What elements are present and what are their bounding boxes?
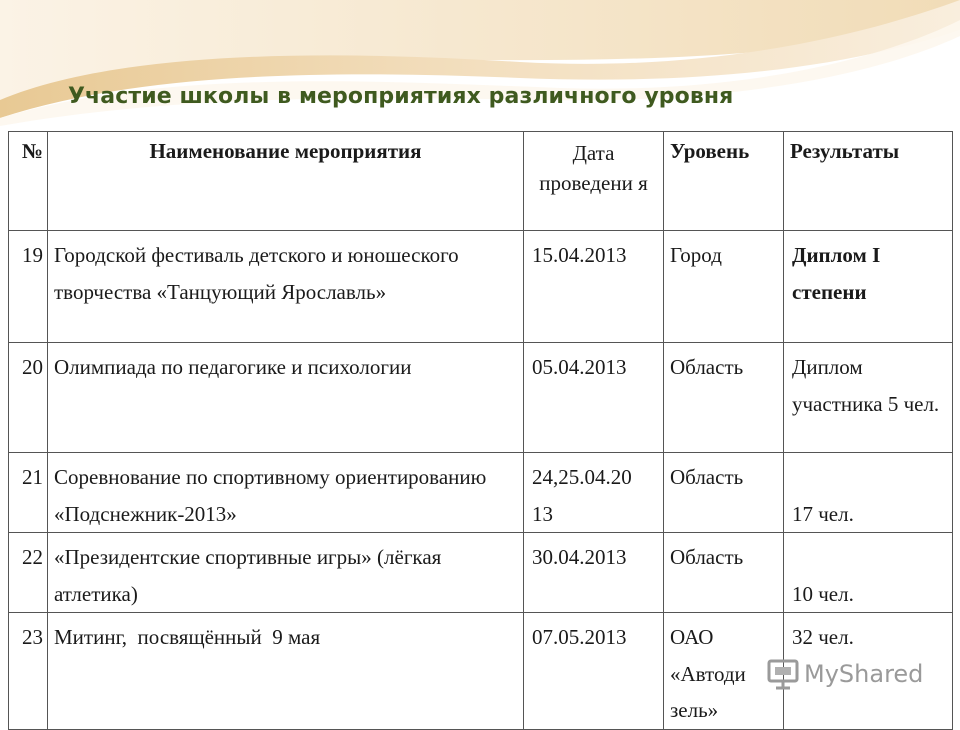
presentation-screen-icon xyxy=(766,658,800,690)
header-decoration xyxy=(0,0,960,130)
row-name: Митинг, посвящённый 9 мая xyxy=(48,613,524,730)
slide-title: Участие школы в мероприятиях различного уровня xyxy=(68,84,734,109)
watermark-brand: MyShared xyxy=(804,660,924,688)
header-name: Наименование мероприятия xyxy=(48,132,524,231)
row-num: 19 xyxy=(9,231,48,343)
header-result: Результаты xyxy=(784,132,953,231)
row-result-cell xyxy=(784,453,953,533)
row-level: ОАО «Автоди зель» xyxy=(664,613,784,730)
row-num: 23 xyxy=(9,613,48,730)
row-date: 07.05.2013 xyxy=(524,613,664,730)
header-level: Уровень xyxy=(664,132,784,231)
row-level: Область xyxy=(664,453,784,533)
table-row xyxy=(9,231,953,343)
row-result-cell xyxy=(784,533,953,613)
table-row xyxy=(9,343,953,453)
row-date: 05.04.2013 xyxy=(524,343,664,453)
header-row xyxy=(9,132,953,231)
row-num: 21 xyxy=(9,453,48,533)
header-date: Дата проведени я xyxy=(524,132,664,231)
row-num: 20 xyxy=(9,343,48,453)
row-result: Диплом участника 5 чел. xyxy=(784,343,953,453)
watermark xyxy=(766,654,923,694)
row-result: 17 чел. xyxy=(792,501,854,526)
header-num: № xyxy=(9,132,48,231)
row-name: Городской фестиваль детского и юношеского творчества «Танцующий Ярославль» xyxy=(48,231,524,343)
row-level: Город xyxy=(664,231,784,343)
table-row xyxy=(9,453,953,533)
row-level: Область xyxy=(664,533,784,613)
row-name: Олимпиада по педагогике и психологии xyxy=(48,343,524,453)
row-num: 22 xyxy=(9,533,48,613)
row-date: 24,25.04.20 13 xyxy=(524,453,664,533)
table-row xyxy=(9,533,953,613)
row-name: Соревнование по спортивному ориентированию «Подснежник-2013» xyxy=(48,453,524,533)
row-name: «Президентские спортивные игры» (лёгкая атлетика) xyxy=(48,533,524,613)
row-result: 32 чел. xyxy=(784,613,953,730)
row-result: Диплом I степени xyxy=(784,231,953,343)
row-level: Область xyxy=(664,343,784,453)
row-result: 10 чел. xyxy=(792,581,854,606)
events-table xyxy=(8,131,953,730)
row-date: 30.04.2013 xyxy=(524,533,664,613)
row-date: 15.04.2013 xyxy=(524,231,664,343)
